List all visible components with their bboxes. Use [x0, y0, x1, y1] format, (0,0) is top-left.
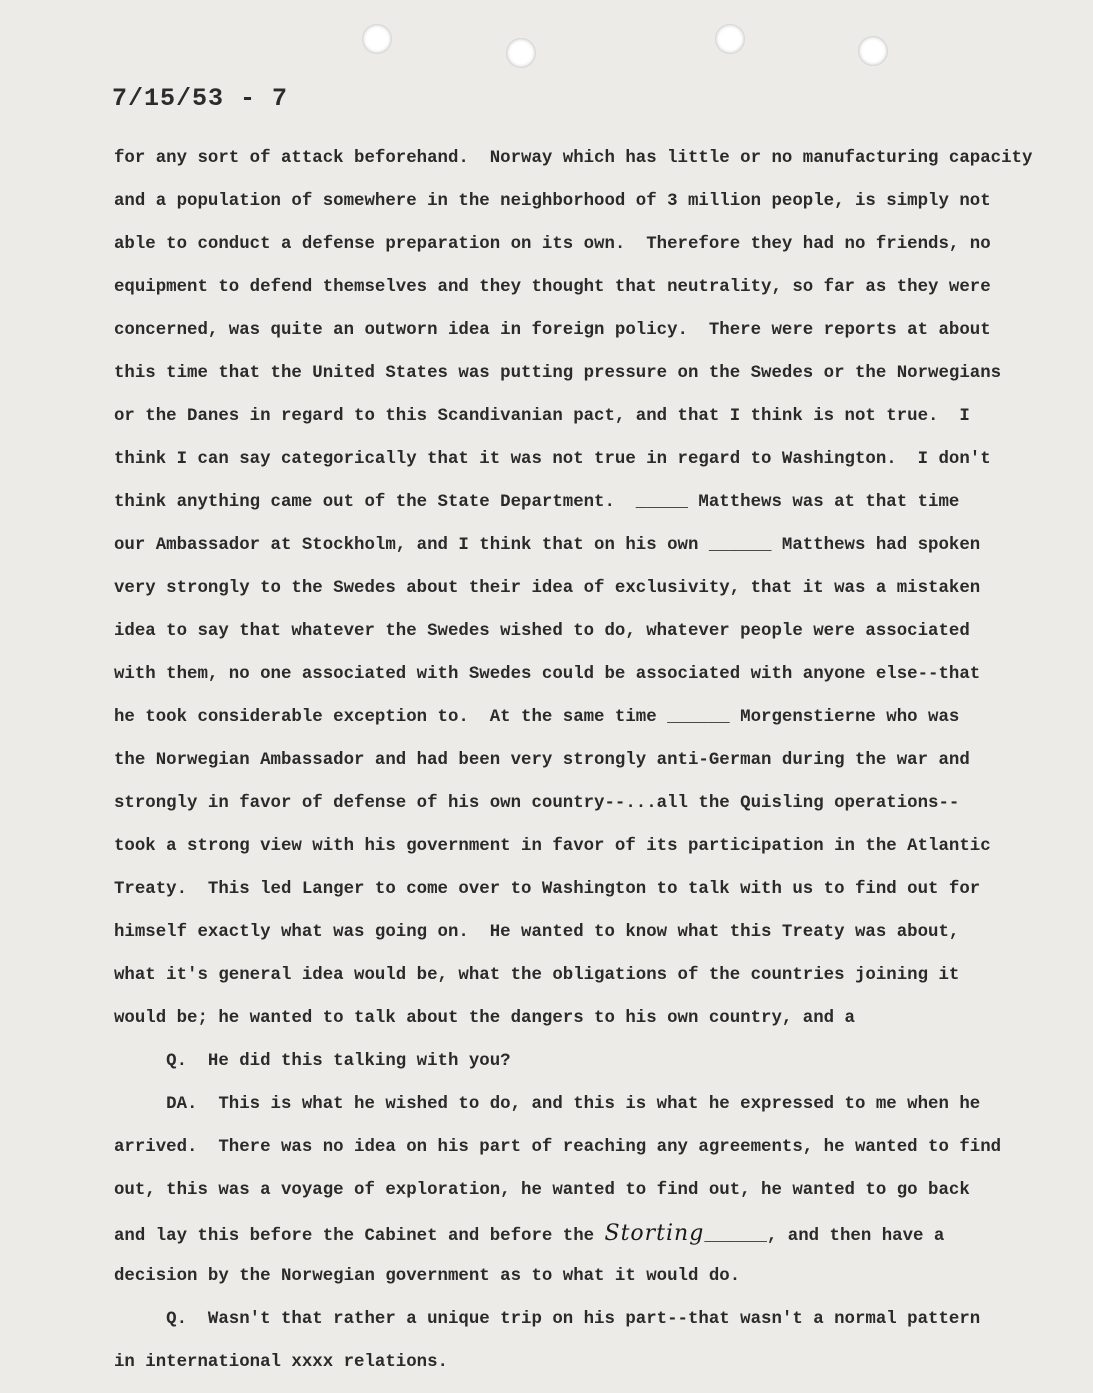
text-line: or the Danes in regard to this Scandivanian pact, and that I think is not true. I: [114, 407, 970, 426]
punch-hole: [362, 24, 392, 54]
text-line: what it's general idea would be, what the obligations of the countries joining it: [114, 966, 960, 985]
question-line: Q. He did this talking with you?: [114, 1052, 511, 1071]
answer-line: decision by the Norwegian government as to what it would do.: [114, 1267, 741, 1286]
answer-line-end: ______, and then have a: [704, 1227, 945, 1246]
punch-hole: [858, 36, 888, 66]
text-line: think anything came out of the State Department. _____ Matthews was at that time: [114, 493, 960, 512]
text-line: concerned, was quite an outworn idea in foreign policy. There were reports at about: [114, 321, 991, 340]
text-line: idea to say that whatever the Swedes wished to do, whatever people were associated: [114, 622, 970, 641]
text-line: equipment to defend themselves and they thought that neutrality, so far as they were: [114, 278, 991, 297]
text-line: would be; he wanted to talk about the dangers to his own country, and a: [114, 1009, 855, 1028]
text-line: he took considerable exception to. At the same time ______ Morgenstierne who was: [114, 708, 960, 727]
answer-line: DA. This is what he wished to do, and this is what he expressed to me when he: [114, 1095, 981, 1114]
question-line: in international xxxx relations.: [114, 1353, 448, 1372]
answer-line: [114, 1223, 944, 1248]
text-line: think I can say categorically that it was not true in regard to Washington. I don't: [114, 450, 991, 469]
handwritten-insert: Storting: [604, 1221, 705, 1246]
text-line: Treaty. This led Langer to come over to Washington to talk with us to find out for: [114, 880, 981, 899]
answer-line: arrived. There was no idea on his part of reaching any agreements, he wanted to find: [114, 1138, 1002, 1157]
text-line: himself exactly what was going on. He wanted to know what this Treaty was about,: [114, 923, 960, 942]
text-line: very strongly to the Swedes about their idea of exclusivity, that it was a mistaken: [114, 579, 981, 598]
page-reference: 7/15/53 - 7: [112, 84, 289, 113]
answer-line: out, this was a voyage of exploration, he wanted to find out, he wanted to go back: [114, 1181, 970, 1200]
text-line: and a population of somewhere in the neighborhood of 3 million people, is simply not: [114, 192, 991, 211]
text-line: took a strong view with his government in favor of its participation in the Atlantic: [114, 837, 991, 856]
text-line: our Ambassador at Stockholm, and I think that on his own ______ Matthews had spoken: [114, 536, 981, 555]
punch-hole: [506, 38, 536, 68]
text-line: for any sort of attack beforehand. Norway which has little or no manufacturing capacity: [114, 149, 1033, 168]
question-line: Q. Wasn't that rather a unique trip on his part--that wasn't a normal pattern: [114, 1310, 981, 1329]
text-line: strongly in favor of defense of his own country--...all the Quisling operations--: [114, 794, 960, 813]
text-line: the Norwegian Ambassador and had been very strongly anti-German during the war and: [114, 751, 970, 770]
answer-line-start: and lay this before the Cabinet and before the: [114, 1227, 605, 1246]
text-line: this time that the United States was putting pressure on the Swedes or the Norwegians: [114, 364, 1002, 383]
text-line: able to conduct a defense preparation on its own. Therefore they had no friends, no: [114, 235, 991, 254]
text-line: with them, no one associated with Swedes could be associated with anyone else--that: [114, 665, 981, 684]
punch-hole: [715, 24, 745, 54]
